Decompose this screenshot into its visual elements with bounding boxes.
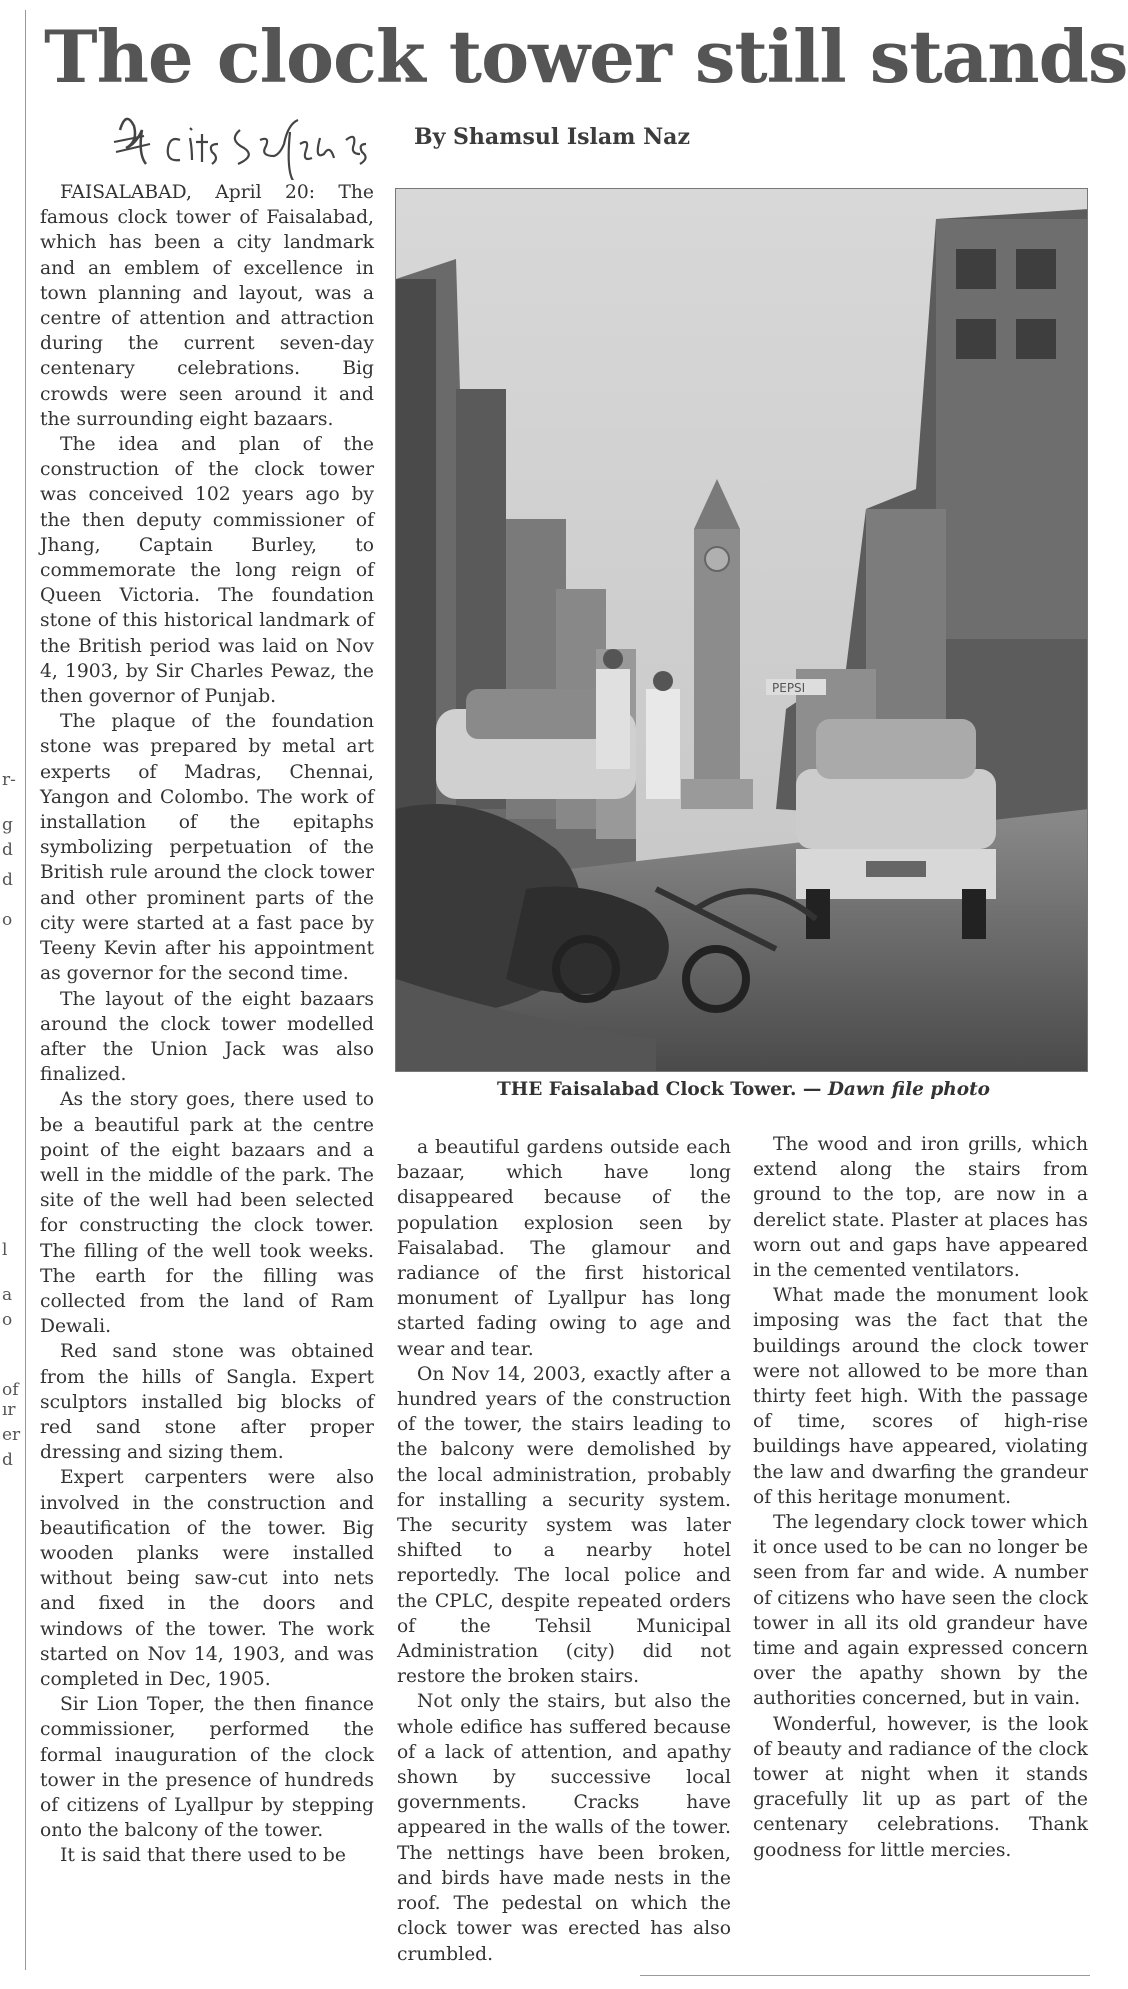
paragraph: As the story goes, there used to be a beautiful park at the centre point of the eight bazaars and a well in the middle of the park. The site of the well had been selected for constructing the clock tower. The filling of the well took weeks. The earth for the filling was collected from the land of Ram Dewali. (40, 1089, 374, 1338)
paragraph: Red sand stone was obtained from the hills of Sangla. Expert sculptors installed big blocks of red sand stone after proper dressing and sizing them. (40, 1341, 374, 1464)
street-scene-image (396, 189, 1088, 1072)
paragraph: FAISALABAD, April 20: The famous clock tower of Faisalabad, which has been a city landmark and an emblem of excellence in town planning and layout, was a centre of attention and attraction during the current seven-day centenary celebrations. Big crowds were seen around it and the surrounding eight bazaars. (40, 182, 374, 430)
margin-fragment: o (2, 1310, 13, 1330)
photo-caption (497, 1079, 1017, 1100)
caption-text: THE Faisalabad Clock Tower. — (497, 1079, 828, 1100)
byline: By Shamsul Islam Naz (414, 124, 690, 150)
paragraph: The wood and iron grills, which extend along the stairs from ground to the top, are now in a derelict state. Plaster at places has worn out and gaps have appeared in the cemented ventilators. (753, 1134, 1088, 1282)
headline: The clock tower still stands (44, 14, 1128, 99)
column-2 (397, 1135, 731, 1967)
paragraph: The layout of the eight bazaars around the clock tower modelled after the Union Jack was also finalized. (40, 988, 374, 1086)
paragraph: Wonderful, however, is the look of beauty and radiance of the clock tower at night when it stands gracefully lit up as part of the centenary celebrations. Thank goodness for little mercies. (753, 1713, 1088, 1861)
margin-fragment: er (2, 1425, 21, 1445)
margin-fragment: d (2, 840, 13, 860)
paragraph: The plaque of the foundation stone was prepared by metal art experts of Madras, Chennai, Yangon and Colombo. The work of installation of the epitaphs symbolizing perpetuation of the British rule around the clock tower and other prominent parts of the city were started at a fast pace by Teeny Kevin after his appointment as governor for the second time. (40, 711, 374, 985)
margin-fragment: a (2, 1285, 13, 1305)
pepsi-sign: PEPSI (772, 681, 806, 695)
caption-credit: Dawn file photo (827, 1079, 990, 1100)
column-1 (40, 180, 374, 1869)
paragraph: What made the monument look imposing was the fact that the buildings around the clock tower were not allowed to be more than thirty feet high. With the passage of time, scores of high-rise buildings have appeared, violating the law and dwarfing the grandeur of this heritage monument. (753, 1285, 1088, 1508)
paragraph: Not only the stairs, but also the whole edifice has suffered because of a lack of attention, and apathy shown by successive local governments. Cracks have appeared in the walls of the tower. The nettings have been broken, and birds have made nests in the roof. The pedestal on which the clock tower was erected has also crumbled. (397, 1691, 731, 1965)
paragraph: a beautiful gardens outside each bazaar, which have long disappeared because of the population explosion seen by Faisalabad. The glamour and radiance of the first historical monument of Lyallpur has long started fading owing to age and wear and tear. (397, 1137, 731, 1360)
paragraph: It is said that there used to be (60, 1845, 346, 1867)
bottom-rule (640, 1975, 1090, 1976)
paragraph: On Nov 14, 2003, exactly after a hundred years of the construction of the tower, the stairs leading to the balcony were demolished by the local administration, probably for installing a security system. The security system was later shifted to a nearby hotel reportedly. The local police and the CPLC, despite repeated orders of the Tehsil Municipal Administration (city) did not restore the broken stairs. (397, 1363, 731, 1688)
margin-fragment: of (2, 1380, 19, 1400)
column-rule (25, 10, 26, 1970)
paragraph: The idea and plan of the construction of the clock tower was conceived 102 years ago by the then deputy commissioner of Jhang, Captain Burley, to commemorate the long reign of Queen Victoria. The foundation stone of this historical landmark of the British period was laid on Nov 4, 1903, by Sir Charles Pewaz, the then governor of Punjab. (40, 434, 374, 708)
paragraph: The legendary clock tower which it once used to be can no longer be seen from far and wide. A number of citizens who have seen the clock tower in all its old grandeur have time and again expressed concern over the apathy shown by the authorities concerned, but in vain. (753, 1512, 1088, 1710)
margin-fragment: d (2, 870, 13, 890)
margin-fragment: ır (2, 1400, 16, 1420)
margin-fragment: r- (2, 770, 16, 790)
margin-fragment: l (2, 1240, 8, 1260)
column-3 (753, 1132, 1088, 1863)
paragraph: Expert carpenters were also involved in the construction and beautification of the tower. Big wooden planks were installed without being saw-cut into nets and fixed in the doors and windows of the tower. The work started on Nov 14, 1903, and was completed in Dec, 1905. (40, 1467, 374, 1690)
margin-fragment: g (2, 815, 13, 835)
margin-fragment: o (2, 910, 13, 930)
margin-fragment: d (2, 1450, 13, 1470)
clock-tower-photo (395, 188, 1088, 1072)
paragraph: Sir Lion Toper, the then finance commissioner, performed the formal inauguration of the clock tower in the presence of hundreds of citizens of Lyallpur by stepping onto the balcony of the tower. (40, 1694, 374, 1842)
